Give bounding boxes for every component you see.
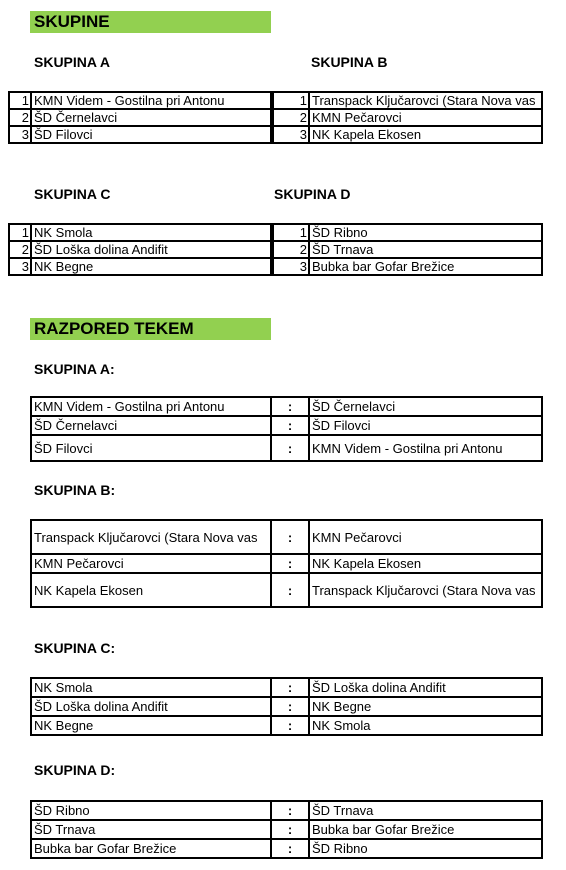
match-separator: :	[271, 554, 309, 573]
team-name: NK Begne	[31, 258, 273, 275]
team-number: 2	[271, 241, 309, 258]
table-row	[9, 92, 273, 109]
schedule-d-table	[30, 800, 543, 859]
team-name: ŠD Ribno	[309, 224, 542, 241]
table-row	[271, 241, 542, 258]
table-row	[31, 435, 542, 461]
team-number: 2	[9, 109, 31, 126]
table-row	[31, 839, 542, 858]
team-number: 1	[271, 92, 309, 109]
away-team: KMN Videm - Gostilna pri Antonu	[309, 435, 542, 461]
schedule-section-title: RAZPORED TEKEM	[30, 318, 271, 340]
schedule-c-table	[30, 677, 543, 736]
table-row	[31, 678, 542, 697]
match-separator: :	[271, 820, 309, 839]
groups-section-title: SKUPINE	[30, 11, 271, 33]
away-team: NK Kapela Ekosen	[309, 554, 542, 573]
match-separator: :	[271, 716, 309, 735]
table-row	[31, 697, 542, 716]
table-row	[271, 92, 542, 109]
team-name: KMN Pečarovci	[309, 109, 542, 126]
team-number: 1	[271, 224, 309, 241]
home-team: KMN Pečarovci	[31, 554, 271, 573]
team-name: ŠD Trnava	[309, 241, 542, 258]
home-team: NK Kapela Ekosen	[31, 573, 271, 607]
team-name: KMN Videm - Gostilna pri Antonu	[31, 92, 273, 109]
away-team: ŠD Filovci	[309, 416, 542, 435]
home-team: ŠD Ribno	[31, 801, 271, 820]
match-separator: :	[271, 839, 309, 858]
table-row	[271, 126, 542, 143]
schedule-b-title: SKUPINA B:	[34, 482, 116, 498]
home-team: NK Begne	[31, 716, 271, 735]
match-separator: :	[271, 573, 309, 607]
home-team: ŠD Loška dolina Andifit	[31, 697, 271, 716]
team-number: 3	[271, 258, 309, 275]
schedule-a-title: SKUPINA A:	[34, 361, 115, 377]
match-separator: :	[271, 397, 309, 416]
group-a-table	[8, 91, 274, 144]
table-row	[31, 554, 542, 573]
away-team: ŠD Ribno	[309, 839, 542, 858]
away-team: ŠD Černelavci	[309, 397, 542, 416]
schedule-a-table	[30, 396, 543, 462]
home-team: Transpack Ključarovci (Stara Nova vas	[31, 520, 271, 554]
group-c-table	[8, 223, 274, 276]
table-row	[31, 520, 542, 554]
table-row	[271, 258, 542, 275]
match-separator: :	[271, 520, 309, 554]
away-team: KMN Pečarovci	[309, 520, 542, 554]
table-row	[31, 716, 542, 735]
team-name: NK Smola	[31, 224, 273, 241]
table-row	[31, 820, 542, 839]
table-row	[9, 126, 273, 143]
team-name: ŠD Filovci	[31, 126, 273, 143]
team-number: 2	[271, 109, 309, 126]
schedule-c-title: SKUPINA C:	[34, 640, 116, 656]
team-name: ŠD Loška dolina Andifit	[31, 241, 273, 258]
group-d-title: SKUPINA D	[274, 186, 351, 202]
table-row	[9, 109, 273, 126]
table-row	[9, 224, 273, 241]
away-team: NK Smola	[309, 716, 542, 735]
home-team: NK Smola	[31, 678, 271, 697]
home-team: Bubka bar Gofar Brežice	[31, 839, 271, 858]
team-name: NK Kapela Ekosen	[309, 126, 542, 143]
team-name: Transpack Ključarovci (Stara Nova vas	[309, 92, 542, 109]
match-separator: :	[271, 678, 309, 697]
schedule-b-table	[30, 519, 543, 608]
team-number: 2	[9, 241, 31, 258]
group-c-title: SKUPINA C	[34, 186, 111, 202]
table-row	[31, 416, 542, 435]
home-team: ŠD Černelavci	[31, 416, 271, 435]
away-team: Bubka bar Gofar Brežice	[309, 820, 542, 839]
group-b-title: SKUPINA B	[311, 54, 388, 70]
team-number: 1	[9, 224, 31, 241]
team-number: 1	[9, 92, 31, 109]
team-name: Bubka bar Gofar Brežice	[309, 258, 542, 275]
away-team: ŠD Trnava	[309, 801, 542, 820]
group-a-title: SKUPINA A	[34, 54, 110, 70]
schedule-d-title: SKUPINA D:	[34, 762, 116, 778]
team-number: 3	[271, 126, 309, 143]
home-team: ŠD Trnava	[31, 820, 271, 839]
match-separator: :	[271, 697, 309, 716]
table-row	[9, 241, 273, 258]
home-team: KMN Videm - Gostilna pri Antonu	[31, 397, 271, 416]
table-row	[31, 801, 542, 820]
match-separator: :	[271, 801, 309, 820]
table-row	[9, 258, 273, 275]
table-row	[271, 224, 542, 241]
away-team: ŠD Loška dolina Andifit	[309, 678, 542, 697]
away-team: NK Begne	[309, 697, 542, 716]
match-separator: :	[271, 435, 309, 461]
table-row	[31, 397, 542, 416]
away-team: Transpack Ključarovci (Stara Nova vas	[309, 573, 542, 607]
team-name: ŠD Černelavci	[31, 109, 273, 126]
table-row	[31, 573, 542, 607]
group-b-table	[270, 91, 543, 144]
team-number: 3	[9, 258, 31, 275]
group-d-table	[270, 223, 543, 276]
table-row	[271, 109, 542, 126]
home-team: ŠD Filovci	[31, 435, 271, 461]
team-number: 3	[9, 126, 31, 143]
match-separator: :	[271, 416, 309, 435]
